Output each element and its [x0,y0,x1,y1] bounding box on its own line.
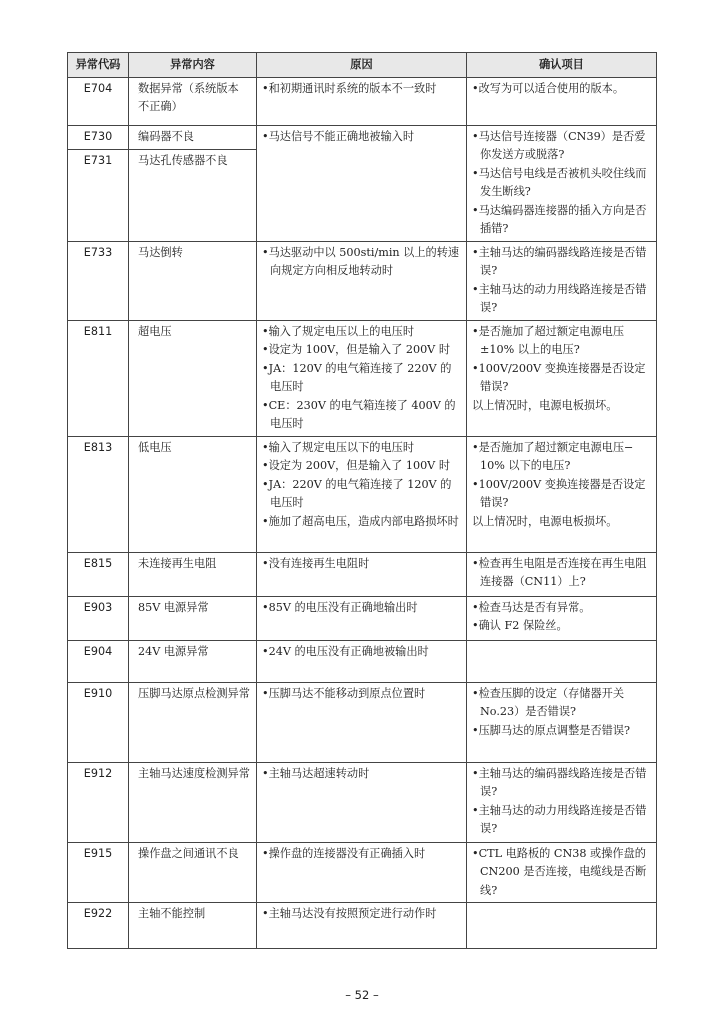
header-content: 异常内容 [129,53,257,78]
check-item: •主轴马达的动力用线路连接是否错误? [472,282,647,315]
check-cell [467,78,657,126]
header-cause: 原因 [257,53,467,78]
check-item: •主轴马达的编码器线路连接是否错误? [472,767,647,799]
cause-item: •和初期通讯时系统的版本不一致时 [262,82,437,95]
error-code: E815 [68,553,129,597]
error-content: 主轴马达速度检测异常 [129,763,257,843]
check-cell [467,321,657,437]
check-item: •检查马达是否有异常。 [472,601,591,614]
cause-cell [257,597,467,641]
check-item: •检查压脚的设定（存储器开关 No.23）是否错误? [472,687,625,719]
check-item: •检查再生电阻是否连接在再生电阻连接器（CN11）上? [472,557,647,589]
error-code: E915 [68,843,129,903]
error-code: E912 [68,763,129,843]
cause-cell [257,321,467,437]
cause-item: •马达信号不能正确地被输入时 [262,130,415,143]
check-cell [467,641,657,683]
error-content: 主轴不能控制 [129,903,257,949]
cause-cell [257,242,467,321]
check-note: 以上情况时，电源电板损坏。 [472,398,618,412]
check-cell [467,553,657,597]
check-cell [467,597,657,641]
error-content: 压脚马达原点检测异常 [129,683,257,763]
check-cell [467,242,657,321]
cause-cell [257,126,467,242]
table-row [68,78,657,126]
check-item: •马达信号电线是否被机头咬住线而发生断线? [472,166,647,199]
error-code: E733 [68,242,129,321]
check-cell [467,843,657,903]
cause-cell [257,641,467,683]
check-item: •主轴马达的动力用线路连接是否错误? [472,803,647,836]
header-code: 异常代码 [68,53,129,78]
table-row [68,903,657,949]
table-row [68,242,657,321]
cause-cell [257,78,467,126]
cause-item: •主轴马达没有按照预定进行动作时 [262,907,437,921]
check-item: •是否施加了超过额定电源电压 ±10% 以上的电压? [472,325,625,357]
table-row [68,597,657,641]
cause-item: •85V 的电压没有正确地输出时 [262,601,418,614]
cause-cell [257,903,467,949]
error-code: E903 [68,597,129,641]
table-row [68,437,657,553]
table-row [68,683,657,763]
error-content: 编码器不良 [129,126,257,150]
error-code: E704 [68,78,129,126]
check-item: •马达信号连接器（CN39）是否爱你发送方或脱落? [472,130,646,162]
error-code: E731 [68,150,129,242]
cause-item: •JA：220V 的电气箱连接了 120V 的电压时 [262,477,452,510]
check-item: •主轴马达的编码器线路连接是否错误? [472,246,647,278]
cause-cell [257,553,467,597]
error-content: 数据异常（系统版本不正确） [129,78,257,126]
table-row [68,321,657,437]
cause-item: •输入了规定电压以下的电压时 [262,441,415,454]
check-note: 以上情况时，电源电板损坏。 [472,514,618,528]
check-item: •压脚马达的原点调整是否错误? [472,723,631,737]
check-item: •100V/200V 变换连接器是否设定错误? [472,477,646,510]
table-row [68,843,657,903]
cause-item: •没有连接再生电阻时 [262,557,370,570]
cause-item: •24V 的电压没有正确地被输出时 [262,645,429,658]
table-row [68,553,657,597]
cause-cell [257,437,467,553]
cause-item: •CE：230V 的电气箱连接了 400V 的电压时 [262,398,456,431]
cause-cell [257,843,467,903]
error-content: 24V 电源异常 [129,641,257,683]
check-item: •马达编码器连接器的插入方向是否插错? [472,203,647,236]
error-code: E922 [68,903,129,949]
check-item: •CTL 电路板的 CN38 或操作盘的 CN200 是否连接，电缆线是否断线? [472,847,647,897]
error-content: 马达倒转 [129,242,257,321]
header-check: 确认项目 [467,53,657,78]
error-code-table [67,52,657,949]
cause-item: •施加了超高电压，造成内部电路损坏时 [262,514,459,528]
table-header-row [68,53,657,78]
check-item: •是否施加了超过额定电源电压− 10% 以下的电压? [472,441,634,473]
cause-item: •马达驱动中以 500sti/min 以上的转速向规定方向相反地转动时 [262,246,460,278]
error-content: 操作盘之间通讯不良 [129,843,257,903]
table-row [68,641,657,683]
error-code: E730 [68,126,129,150]
cause-item: •设定为 200V，但是输入了 100V 时 [262,459,451,473]
cause-cell [257,683,467,763]
error-content: 85V 电源异常 [129,597,257,641]
check-cell [467,437,657,553]
check-item: •确认 F2 保险丝。 [472,619,568,633]
table-row [68,126,657,150]
cause-item: •设定为 100V，但是输入了 200V 时 [262,343,451,357]
check-item: •改写为可以适合使用的版本。 [472,82,625,95]
error-content: 低电压 [129,437,257,553]
page-number: – 52 – [345,988,379,1002]
check-cell [467,763,657,843]
error-content: 未连接再生电阻 [129,553,257,597]
cause-item: •输入了规定电压以上的电压时 [262,325,415,338]
cause-item: •主轴马达超速转动时 [262,767,370,780]
error-code: E811 [68,321,129,437]
table-row [68,763,657,843]
error-content: 马达孔传感器不良 [129,150,257,242]
error-code: E910 [68,683,129,763]
check-cell [467,126,657,242]
check-cell [467,903,657,949]
error-code: E904 [68,641,129,683]
cause-item: •JA：120V 的电气箱连接了 220V 的电压时 [262,361,452,394]
error-content: 超电压 [129,321,257,437]
error-code: E813 [68,437,129,553]
check-item: •100V/200V 变换连接器是否设定错误? [472,361,646,394]
cause-item: •压脚马达不能移动到原点位置时 [262,687,426,700]
cause-item: •操作盘的连接器没有正确插入时 [262,847,426,860]
cause-cell [257,763,467,843]
check-cell [467,683,657,763]
